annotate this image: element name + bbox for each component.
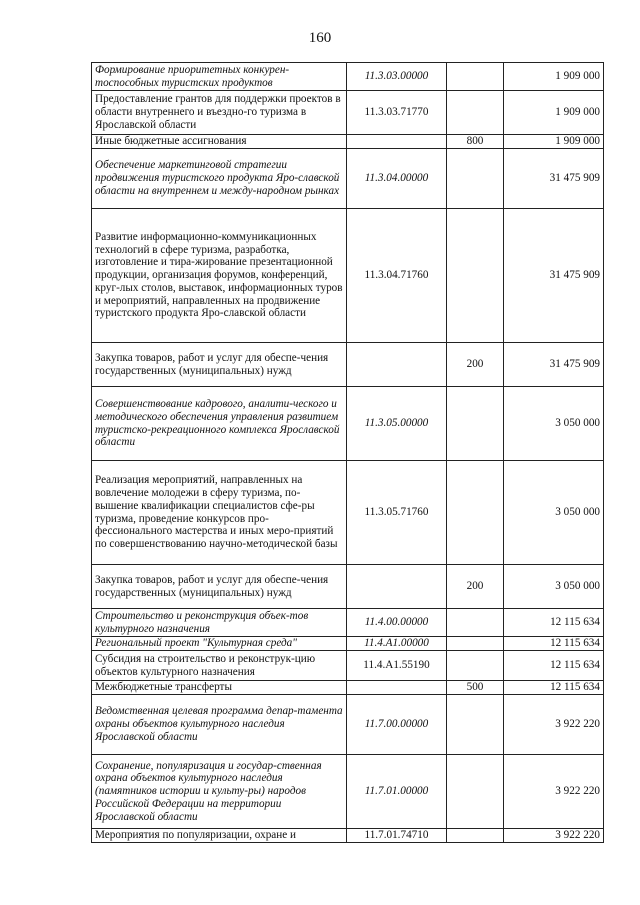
table-row: [92, 651, 604, 681]
row-name: Закупка товаров, работ и услуг для обеспе-чения государственных (муниципальных) нужд: [92, 343, 347, 387]
row-kvr: 200: [447, 343, 504, 387]
row-kvr: [447, 63, 504, 91]
row-sum: 12 115 634: [504, 637, 604, 651]
row-name: Закупка товаров, работ и услуг для обеспе-чения государственных (муниципальных) нужд: [92, 565, 347, 609]
row-name: Обеспечение маркетинговой стратегии продвижения туристского продукта Яро-славской области на внутреннем и между-народном рынках: [92, 149, 347, 209]
row-kvr: [447, 387, 504, 461]
row-kvr: 200: [447, 565, 504, 609]
row-kvr: [447, 209, 504, 343]
row-kvr: [447, 829, 504, 843]
row-kvr: [447, 695, 504, 755]
row-code: 11.3.04.00000: [347, 149, 447, 209]
row-name: Строительство и реконструкция объек-тов культурного назначения: [92, 609, 347, 637]
row-kvr: [447, 609, 504, 637]
row-code: 11.3.05.00000: [347, 387, 447, 461]
row-sum: 1 909 000: [504, 135, 604, 149]
row-kvr: [447, 461, 504, 565]
row-code: [347, 343, 447, 387]
row-code: 11.4.A1.55190: [347, 651, 447, 681]
row-sum: 3 050 000: [504, 461, 604, 565]
page-number: 160: [308, 30, 332, 46]
row-name: Ведомственная целевая программа депар-тамента охраны объектов культурного наследия Ярославской области: [92, 695, 347, 755]
row-kvr: [447, 91, 504, 135]
row-sum: 3 050 000: [504, 387, 604, 461]
row-name: Совершенствование кадрового, аналити-ческого и методического обеспечения управления развитием туристско-рекреационного комплекса Ярославской области: [92, 387, 347, 461]
row-name: Региональный проект "Культурная среда": [92, 637, 347, 651]
row-code: 11.4.A1.00000: [347, 637, 447, 651]
budget-table: [91, 62, 604, 843]
row-sum: 31 475 909: [504, 209, 604, 343]
row-code: 11.3.03.00000: [347, 63, 447, 91]
table-row: [92, 755, 604, 829]
row-name: Развитие информационно-коммуникационных технологий в сфере туризма, разработка, изготовление и тира-жирование презентационной продукции, организация форумов, конференций, круг-лых столов, выставок, информационных туров и мероприятий, направленных на продвижение туристского продукта Яро-славской области: [92, 209, 347, 343]
table-row: [92, 461, 604, 565]
row-code: [347, 565, 447, 609]
row-name: Субсидия на строительство и реконструк-цию объектов культурного назначения: [92, 651, 347, 681]
table-row: [92, 209, 604, 343]
table-row: [92, 565, 604, 609]
row-sum: 3 922 220: [504, 829, 604, 843]
row-sum: 3 922 220: [504, 755, 604, 829]
table-row: [92, 343, 604, 387]
row-name: Иные бюджетные ассигнования: [92, 135, 347, 149]
row-kvr: 500: [447, 681, 504, 695]
row-code: 11.7.01.00000: [347, 755, 447, 829]
table-row: [92, 609, 604, 637]
table-row: [92, 637, 604, 651]
row-code: 11.4.00.00000: [347, 609, 447, 637]
row-code: 11.3.04.71760: [347, 209, 447, 343]
row-code: 11.7.00.00000: [347, 695, 447, 755]
row-code: 11.3.03.71770: [347, 91, 447, 135]
row-sum: 12 115 634: [504, 609, 604, 637]
row-name: Сохранение, популяризация и государ-ственная охрана объектов культурного наследия (памятников истории и культу-ры) народов Российской Федерации на территории Ярославской области: [92, 755, 347, 829]
row-name: Мероприятия по популяризации, охране и: [92, 829, 347, 843]
row-name: Формирование приоритетных конкурен-тоспособных туристских продуктов: [92, 63, 347, 91]
row-sum: 12 115 634: [504, 651, 604, 681]
table-row: [92, 387, 604, 461]
row-sum: 31 475 909: [504, 149, 604, 209]
row-kvr: [447, 149, 504, 209]
row-sum: 31 475 909: [504, 343, 604, 387]
row-code: 11.7.01.74710: [347, 829, 447, 843]
table-row: [92, 135, 604, 149]
row-sum: 12 115 634: [504, 681, 604, 695]
row-sum: 1 909 000: [504, 91, 604, 135]
table-row: [92, 63, 604, 91]
table-row: [92, 681, 604, 695]
row-name: Межбюджетные трансферты: [92, 681, 347, 695]
row-kvr: [447, 637, 504, 651]
row-name: Предоставление грантов для поддержки проектов в области внутреннего и въездно-го туризма в Ярославской области: [92, 91, 347, 135]
row-code: 11.3.05.71760: [347, 461, 447, 565]
table-row: [92, 149, 604, 209]
row-sum: 3 050 000: [504, 565, 604, 609]
table-row: [92, 829, 604, 843]
row-code: [347, 135, 447, 149]
row-name: Реализация мероприятий, направленных на вовлечение молодежи в сферу туризма, по-вышение квалификации специалистов сфе-ры туризма, проведение конкурсов про-фессионального мастерства и иных меро-приятий по совершенствованию научно-методической базы: [92, 461, 347, 565]
table-row: [92, 91, 604, 135]
row-kvr: [447, 755, 504, 829]
table-row: [92, 695, 604, 755]
row-sum: 1 909 000: [504, 63, 604, 91]
row-kvr: [447, 651, 504, 681]
row-code: [347, 681, 447, 695]
row-kvr: 800: [447, 135, 504, 149]
row-sum: 3 922 220: [504, 695, 604, 755]
